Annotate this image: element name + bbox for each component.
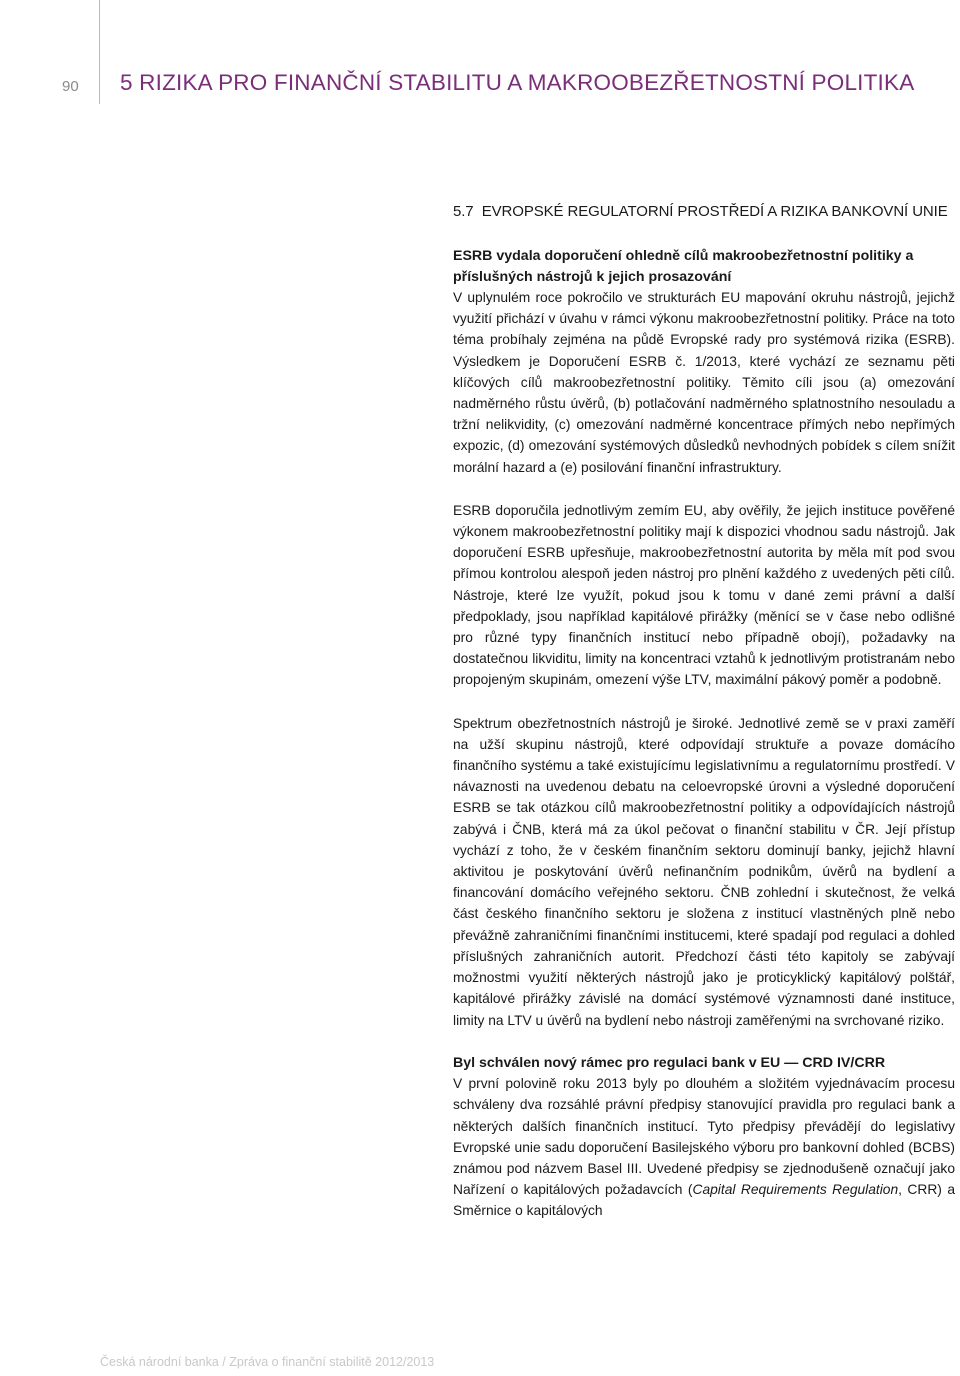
paragraph-crd-iv-text-start: V první polovině roku 2013 byly po dlouhém a složitém vyjednávacím procesu schváleny dva rozsáhlé právní předpisy stanovující pravidla pro regulaci bank a některých dalších finančních institucí. Tyto předpisy převádějí do legislativy Evropské unie sadu doporučení Basilejského výboru pro bankovní dohled (BCBS) známou pod názvem Basel III. Uvedené předpisy se zjednodušeně označují jako Nařízení o kapitálových požadavcích ( [453, 1076, 955, 1198]
section-number: 5.7 [453, 203, 474, 220]
paragraph-instrument-spectrum: Spektrum obezřetnostních nástrojů je široké. Jednotlivé země se v praxi zaměří na užší skupinu nástrojů, které odpovídají struktuře a povaze domácího finančního systému a také existujícímu legislativnímu a regulatornímu prostředí. V návaznosti na uvedenou debatu na celoevropské úrovni a výsledné doporučení ESRB se tak otázkou cílů makroobezřetnostní politiky a odpovídajících nástrojů zabývá i ČNB, která má za úkol pečovat o finanční stabilitu v ČR. Její přístup vychází z toho, že v českém finančním sektoru dominují banky, jejichž hlavní aktivitou je poskytování úvěrů nefinančním podnikům, úvěrů na bydlení a financování domácího veřejného sektoru. ČNB zohlední i skutečnost, že velká část českého finančního sektoru je složena z institucí vlastněných plně nebo převážně zahraničními finančními institucemi, které spadají pod regulaci a dohled příslušných zahraničních autorit. Předchozí části této kapitoly se zabývají možnostmi využití některých nástrojů jako je proticyklický kapitálový polštář, kapitálové přirážky závislé na domácí systémové významnosti dané instituce, limity na LTV u úvěrů na bydlení nebo nástroji zaměřenými na svrchované riziko. [453, 715, 955, 1028]
paragraph-crd-iv-italic-term: Capital Requirements Regulation [692, 1182, 899, 1198]
paragraph-esrb-member-states: ESRB doporučila jednotlivým zemím EU, aby ověřily, že jejich instituce pověřené výkonem makroobezřetnostní politiky mají k dispozici vhodnou sadu nástrojů. Jak doporučení ESRB upřesňuje, makroobezřetnostní autorita by měla mít pod svou přímou kontrolou alespoň jeden nástroj pro plnění každého z uvedených pěti cílů. Nástroje, které lze využít, pokud jsou k tomu v dané zemi právní a další předpoklady, jsou například kapitálové přirážky (měnící se v čase nebo odlišné pro různé typy finančních institucí nebo případně obojí), požadavky na dostatečnou likviditu, limity na koncentraci vztahů k jednotlivým protistranám nebo propojeným skupinám, omezení výše LTV, maximální pákový poměr a podobně. [453, 502, 955, 688]
subheading-esrb-recommendation: ESRB vydala doporučení ohledně cílů makroobezřetnostní politiky a příslušných nástrojů k jejich prosazování [453, 248, 914, 285]
subheading-crd-iv-crr: Byl schválen nový rámec pro regulaci bank v EU — CRD IV/CRR [453, 1054, 886, 1071]
section-heading [453, 203, 955, 220]
header-divider [99, 0, 100, 104]
paragraph-crd-iv [453, 1073, 955, 1221]
main-content [453, 203, 955, 1244]
paragraph-crd-iv-text-end: , CRR) a Směrnice o kapitálových [453, 1182, 955, 1219]
page-number: 90 [62, 78, 79, 95]
paragraph-esrb-objectives: V uplynulém roce pokročilo ve strukturách EU mapování okruhu nástrojů, jejichž využití přichází v úvahu v rámci výkonu makroobezřetnostní politiky. Práce na toto téma probíhaly zejména na půdě Evropské rady pro systémová rizika (ESRB). Výsledkem je Doporučení ESRB č. 1/2013, které vychází ze seznamu pěti klíčových cílů makroobezřetnostní politiky. Těmito cíli jsou (a) omezování nadměrného růstu úvěrů, (b) potlačování nadměrného splatnostního nesouladu a tržní nelikvidity, (c) omezování nadměrné koncentrace přímých nebo nepřímých expozic, (d) omezování systémových důsledků nevhodných pobídek s cílem snížit morální hazard a (e) posilování finanční infrastruktury. [453, 290, 955, 475]
section-title: EVROPSKÉ REGULATORNÍ PROSTŘEDÍ A RIZIKA BANKOVNÍ UNIE [481, 203, 948, 220]
chapter-title: 5 RIZIKA PRO FINANČNÍ STABILITU A MAKROOBEZŘETNOSTNÍ POLITIKA [120, 70, 915, 95]
footer-publication: Česká národní banka / Zpráva o finanční stabilitě 2012/2013 [100, 1355, 435, 1369]
